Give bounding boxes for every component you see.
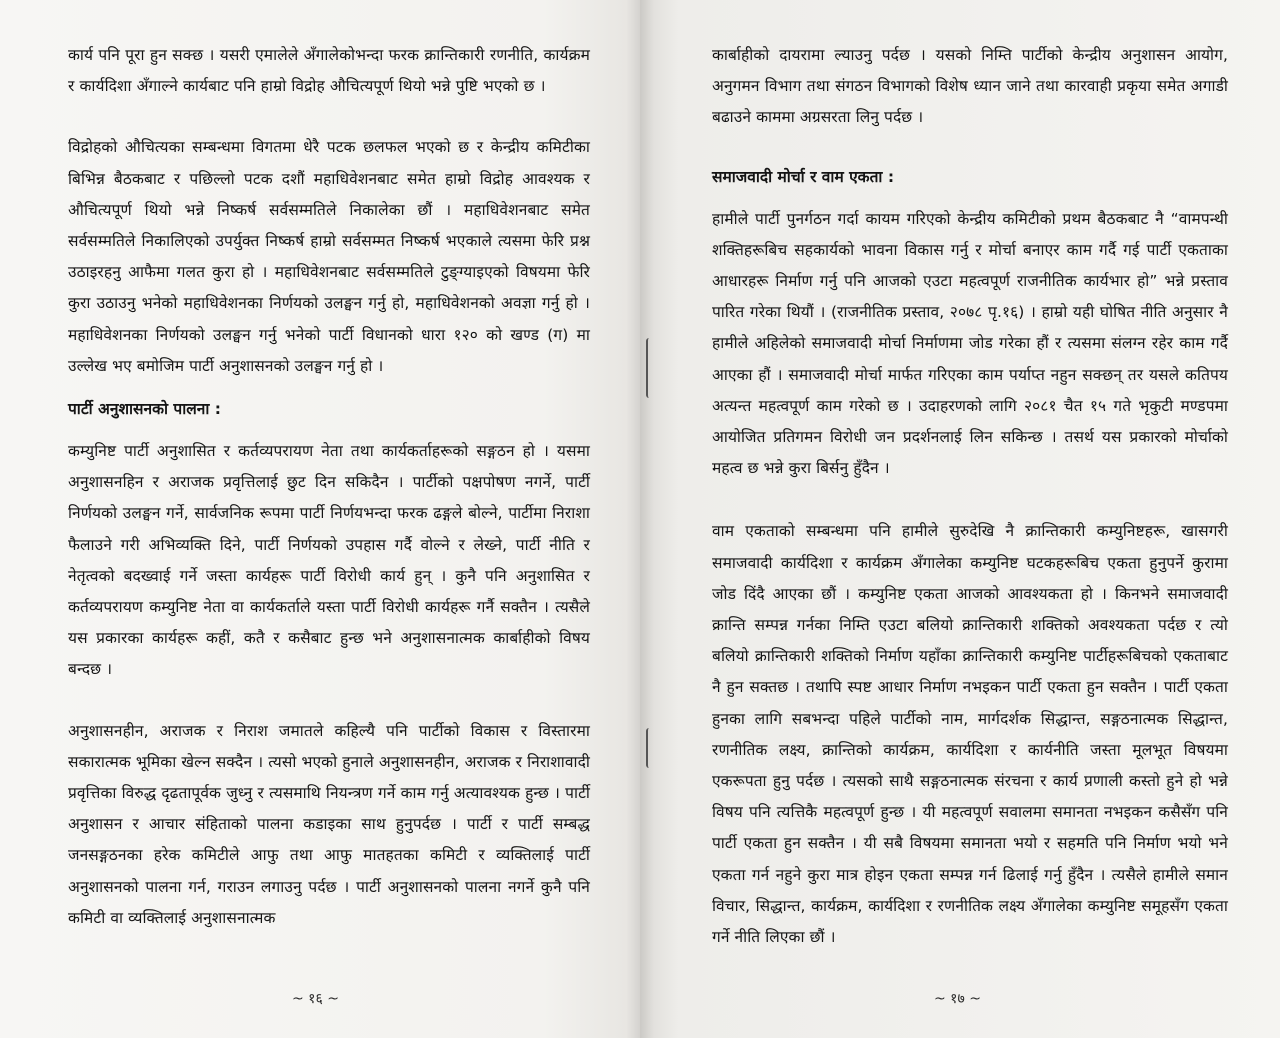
paragraph: अनुशासनहीन, अराजक र निराश जमातले कहिल्यै पनि पार्टीको विकास र विस्तारमा सकारात्मक भूमिका खेल्न सक्दैन । त्यसो भएको हुनाले अनुशासनहीन, अराजक र निराशावादी प्रवृत्तिका विरुद्ध दृढतापूर्वक जुध्नु र त्यसमाथि नियन्त्रण गर्ने काम गर्नु अत्यावश्यक हुन्छ । पार्टी अनुशासन र आचार संहिताको पालना कडाइका साथ हुनुपर्दछ । पार्टी र पार्टी सम्बद्ध जनसङ्गठनका हरेक कमिटीले आफु तथा आफु मातहतका कमिटी र व्यक्तिलाई पार्टी अनुशासनको पालना गर्न, गराउन लगाउनु पर्दछ । पार्टी अनुशासनको पालना नगर्ने कुनै पनि कमिटी वा व्यक्तिलाई अनुशासनात्मक bbox=[68, 721, 590, 927]
section-heading: पार्टी अनुशासनको पालना : bbox=[68, 400, 221, 419]
right-page bbox=[640, 0, 1280, 1038]
section-heading: समाजवादी मोर्चा र वाम एकता : bbox=[712, 167, 895, 186]
paragraph: हामीले पार्टी पुनर्गठन गर्दा कायम गरिएको केन्द्रीय कमिटीको प्रथम बैठकबाट नै “वामपन्थी शक्तिहरूबिच सहकार्यको भावना विकास गर्नु र मोर्चा बनाएर काम गर्दै गई पार्टी एकताका आधारहरू निर्माण गर्नु पनि आजको एउटा महत्वपूर्ण राजनीतिक कार्यभार हो” भन्ने प्रस्ताव पारित गरेका थियौं । (राजनीतिक प्रस्ताव, २०७८ पृ.१६) । हाम्रो यही घोषित नीति अनुसार नै हामीले अहिलेको समाजवादी मोर्चा निर्माणमा जोड गरेका हौं र त्यसमा संलग्न रहेर काम गर्दै आएका हौं । समाजवादी मोर्चा मार्फत गरिएका काम पर्याप्त नहुन सक्छन् तर यसले कतिपय अत्यन्त महत्वपूर्ण काम गरेको छ । उदाहरणको लागि २०८१ चैत १५ गते भृकुटी मण्डपमा आयोजित प्रतिगमन विरोधी जन प्रदर्शनलाई लिन सकिन्छ । तसर्थ यस प्रकारको मोर्चाको महत्व छ भन्ने कुरा बिर्सनु हुँदैन । bbox=[712, 209, 1228, 478]
paragraph: कम्युनिष्ट पार्टी अनुशासित र कर्तव्यपरायण नेता तथा कार्यकर्ताहरूको सङ्गठन हो । यसमा अनुशासनहिन र अराजक प्रवृत्तिलाई छुट दिन सकिदैन । पार्टीको पक्षपोषण नगर्ने, पार्टी निर्णयको उलङ्घन गर्ने, सार्वजनिक रूपमा पार्टी निर्णयभन्दा फरक ढङ्गले बोल्ने, पार्टीमा निराशा फैलाउने गरी अभिव्यक्ति दिने, पार्टी निर्णयको उपहास गर्दै वोल्ने र लेख्ने, पार्टी नीति र नेतृत्वको बदख्वाई गर्ने जस्ता कार्यहरू पार्टी विरोधी कार्य हुन् । कुनै पनि अनुशासित र कर्तव्यपरायण कम्युनिष्ट नेता वा कार्यकर्ताले यस्ता पार्टी विरोधी कार्यहरू गर्नै सक्तैन । त्यसैले यस प्रकारका कार्यहरू कहीं, कतै र कसैबाट हुन्छ भने अनुशासनात्मक कार्बाहीको विषय बन्दछ । bbox=[68, 442, 590, 679]
paragraph: कार्बाहीको दायरामा ल्याउनु पर्दछ । यसको निम्ति पार्टीको केन्द्रीय अनुशासन आयोग, अनुगमन विभाग तथा संगठन विभागको विशेष ध्यान जाने तथा कारवाही प्रकृया समेत अगाडी बढाउने काममा अग्रसरता लिनु पर्दछ । bbox=[712, 46, 1228, 127]
paragraph: विद्रोहको औचित्यका सम्बन्धमा विगतमा धेरै पटक छलफल भएको छ र केन्द्रीय कमिटीका बिभिन्न बैठकबाट र पछिल्लो पटक दशौं महाधिवेशनबाट समेत हाम्रो विद्रोह आवश्यक र औचित्यपूर्ण थियो भन्ने निष्कर्ष सर्वसम्मतिले निकालेका छौं । महाधिवेशनबाट समेत सर्वसम्मतिले निकालिएको उपर्युक्त निष्कर्ष हाम्रो सर्वसम्मत निष्कर्ष भएकाले त्यसमा फेरि प्रश्न उठाइरहनु आफैमा गलत कुरा हो । महाधिवेशनबाट सर्वसम्मतिले टुङ्ग्याइएको विषयमा फेरि कुरा उठाउनु भनेको महाधिवेशनका निर्णयको उलङ्घन गर्नु हो, महाधिवेशनको अवज्ञा गर्नु हो । महाधिवेशनका निर्णयको उलङ्घन गर्नु भनेको पार्टी विधानको धारा १२० को खण्ड (ग) मा उल्लेख भए बमोजिम पार्टी अनुशासनको उलङ्घन गर्नु हो । bbox=[68, 138, 590, 375]
binding-thread bbox=[646, 338, 654, 398]
page-number: ~ १६ ~ bbox=[292, 991, 339, 1007]
paragraph: कार्य पनि पूरा हुन सक्छ । यसरी एमालेले अँगालेकोभन्दा फरक क्रान्तिकारी रणनीति, कार्यक्रम र कार्यदिशा अँगाल्ने कार्यबाट पनि हाम्रो विद्रोह औचित्यपूर्ण थियो भन्ने पुष्टि भएको छ । bbox=[68, 46, 590, 96]
page-number: ~ १७ ~ bbox=[934, 991, 981, 1007]
binding-thread bbox=[646, 728, 654, 768]
paragraph: वाम एकताको सम्बन्धमा पनि हामीले सुरुदेखि नै क्रान्तिकारी कम्युनिष्टहरू, खासगरी समाजवादी कार्यदिशा र कार्यक्रम अँगालेका कम्युनिष्ट घटकहरूबिच एकता हुनुपर्ने कुरामा जोड दिंदै आएका छौं । कम्युनिष्ट एकता आजको आवश्यकता हो । किनभने समाजवादी क्रान्ति सम्पन्न गर्नका निम्ति एउटा बलियो क्रान्तिकारी शक्तिको अवश्यकता पर्दछ र त्यो बलियो क्रान्तिकारी शक्तिको निर्माण यहाँका क्रान्तिकारी कम्युनिष्ट पार्टीहरूबिचको एकताबाट नै हुन सक्तछ । तथापि स्पष्ट आधार निर्माण नभइकन पार्टी एकता हुन सक्तैन । पार्टी एकता हुनका लागि सबभन्दा पहिले पार्टीको नाम, मार्गदर्शक सिद्धान्त, सङ्गठनात्मक सिद्धान्त, रणनीतिक लक्ष्य, क्रान्तिको कार्यक्रम, कार्यदिशा र कार्यनीति जस्ता मूलभूत विषयमा एकरूपता हुनु पर्दछ । त्यसको साथै सङ्गठनात्मक संरचना र कार्य प्रणाली कस्तो हुने हो भन्ने विषय पनि त्यत्तिकै महत्वपूर्ण हुन्छ । यी महत्वपूर्ण सवालमा समानता नभइकन कसैसँग पनि पार्टी एकता हुन सक्तैन । यी सबै विषयमा समानता भयो र सहमति पनि निर्माण भयो भने एकता गर्न नहुने कुरा मात्र होइन एकता सम्पन्न गर्न ढिलाई गर्नु हुँदैन । त्यसैले हामीले समान विचार, सिद्धान्त, कार्यक्रम, कार्यदिशा र रणनीतिक लक्ष्य अँगालेका कम्युनिष्ट समूहसँग एकता गर्ने नीति लिएका छौं । bbox=[712, 522, 1228, 947]
